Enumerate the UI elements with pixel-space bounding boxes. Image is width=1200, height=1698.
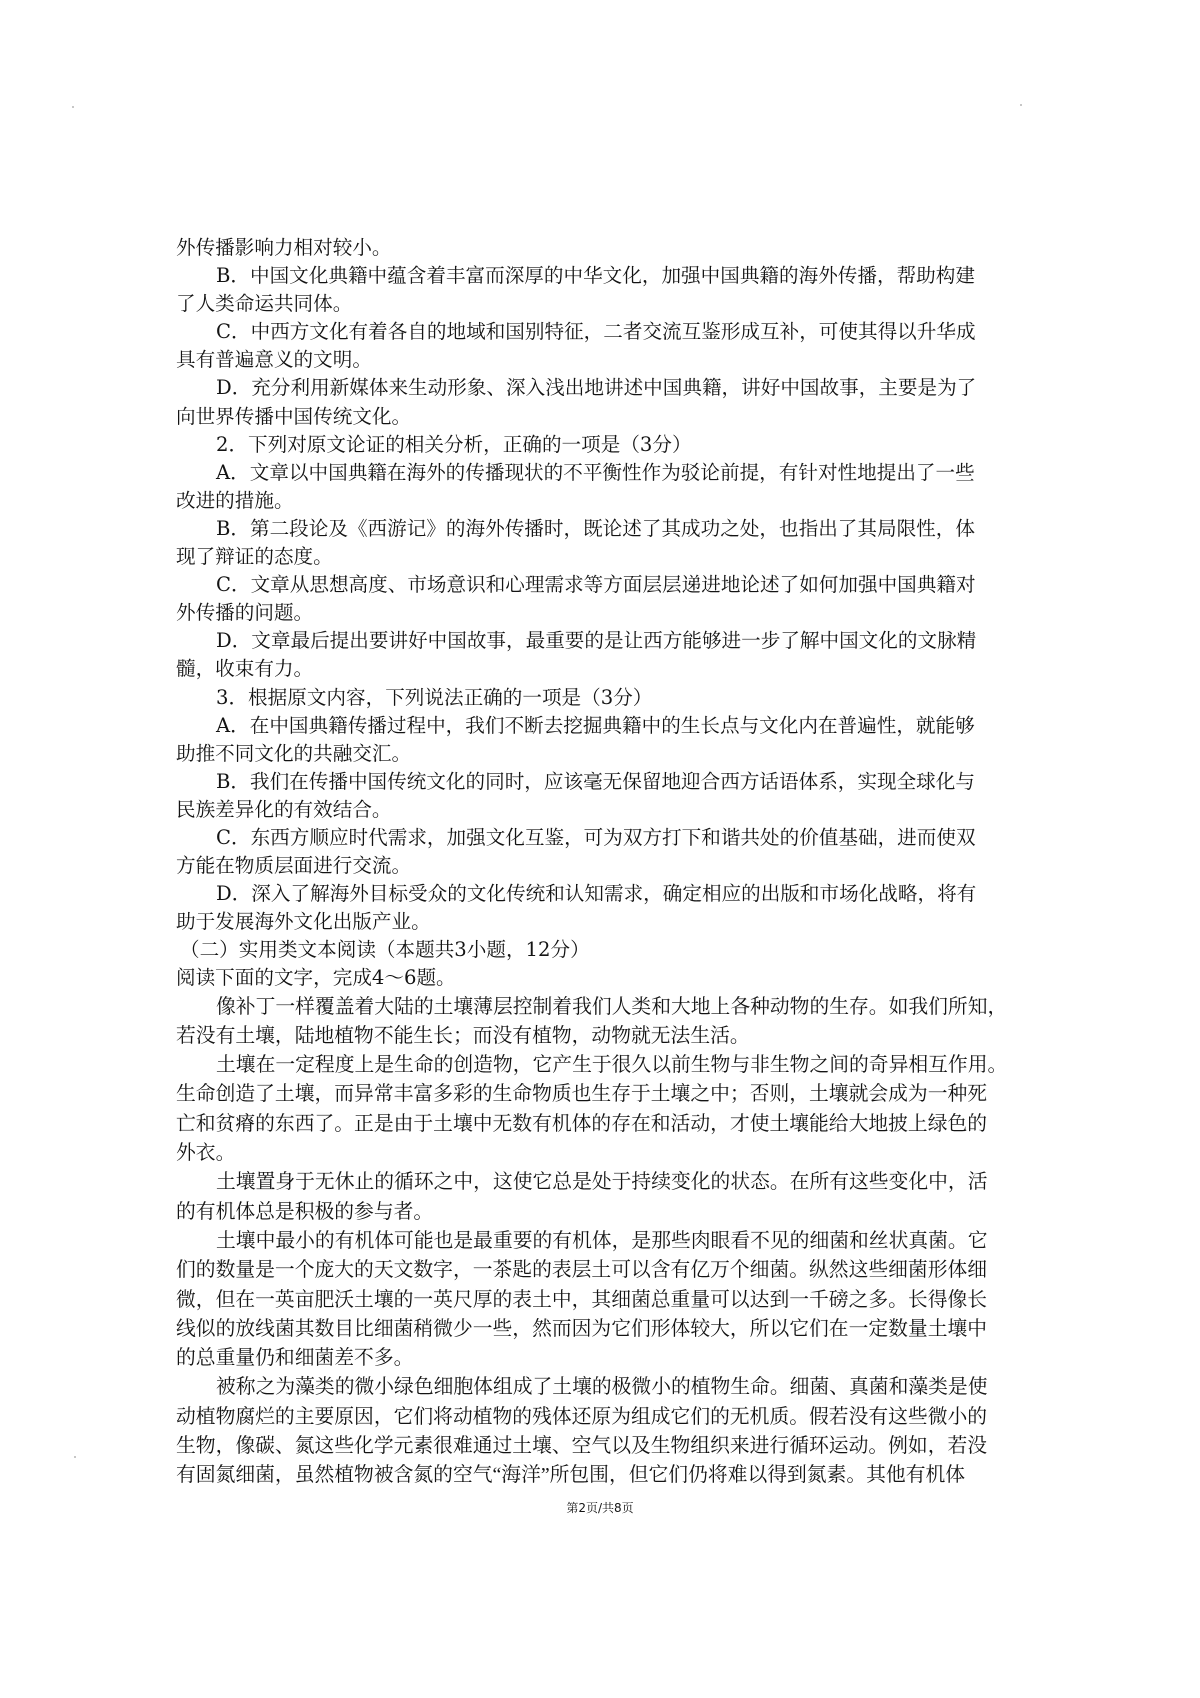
text-line: B．第二段论及《西游记》的海外传播时，既论述了其成功之处，也指出了其局限性，体 — [216, 516, 975, 540]
text-line: D．文章最后提出要讲好中国故事，最重要的是让西方能够进一步了解中国文化的文脉精 — [216, 629, 977, 653]
text-line: 具有普遍意义的文明。 — [176, 348, 372, 372]
text-line: B．我们在传播中国传统文化的同时，应该毫无保留地迎合西方话语体系，实现全球化与 — [216, 769, 975, 793]
section-heading: （二）实用类文本阅读（本题共3小题，12分） — [180, 938, 590, 962]
text-line: 3．根据原文内容，下列说法正确的一项是（3分） — [216, 685, 653, 709]
text-line: 改进的措施。 — [176, 488, 294, 512]
text-line: C．文章从思想高度、市场意识和心理需求等方面层层递进地论述了如何加强中国典籍对 — [216, 573, 976, 597]
text-line: 土壤中最小的有机体可能也是最重要的有机体，是那些肉眼看不见的细菌和丝状真菌。它 — [216, 1229, 988, 1252]
text-line: 外衣。 — [176, 1142, 236, 1165]
text-line: C．东西方顺应时代需求，加强文化互鉴，可为双方打下和谐共处的价值基础，进而使双 — [216, 825, 976, 849]
scan-speck — [74, 1456, 76, 1458]
text-line: 阅读下面的文字，完成4～6题。 — [176, 966, 456, 990]
text-line: 若没有土壤，陆地植物不能生长；而没有植物，动物就无法生活。 — [176, 1024, 750, 1047]
text-line: B．中国文化典籍中蕴含着丰富而深厚的中华文化，加强中国典籍的海外传播，帮助构建 — [216, 264, 975, 288]
text-line: 向世界传播中国传统文化。 — [176, 404, 412, 428]
text-line: 现了辩证的态度。 — [176, 545, 333, 569]
text-line: 线似的放线菌其数目比细菌稍微少一些，然而因为它们形体较大，所以它们在一定数量土壤中 — [176, 1317, 988, 1340]
text-line: 生命创造了土壤，而异常丰富多彩的生命物质也生存于土壤之中；否则，土壤就会成为一种死 — [176, 1083, 988, 1106]
text-line: D．充分利用新媒体来生动形象、深入浅出地讲述中国典籍，讲好中国故事，主要是为了 — [216, 376, 977, 400]
text-line: 2．下列对原文论证的相关分析，正确的一项是（3分） — [216, 432, 692, 456]
text-line: 有固氮细菌，虽然植物被含氮的空气“海洋”所包围，但它们仍将难以得到氮素。其他有机体 — [176, 1464, 966, 1487]
text-line: 像补丁一样覆盖着大陆的土壤薄层控制着我们人类和大地上各种动物的生存。如我们所知， — [216, 995, 1008, 1018]
text-line: 外传播影响力相对较小。 — [176, 236, 392, 259]
text-line: 微，但在一英亩肥沃土壤的一英尺厚的表土中，其细菌总重量可以达到一千磅之多。长得像长 — [176, 1288, 988, 1311]
scan-speck — [72, 106, 74, 108]
text-line: 土壤在一定程度上是生命的创造物，它产生于很久以前生物与非生物之间的奇异相互作用。 — [216, 1054, 1008, 1077]
text-line: 助于发展海外文化出版产业。 — [176, 910, 431, 934]
text-line: 民族差异化的有效结合。 — [176, 797, 392, 821]
page-text — [176, 234, 1046, 1491]
text-line: 动植物腐烂的主要原因，它们将动植物的残体还原为组成它们的无机质。假若没有这些微小的 — [176, 1405, 988, 1428]
text-line: 亡和贫瘠的东西了。正是由于土壤中无数有机体的存在和活动，才使土壤能给大地披上绿色的 — [176, 1112, 988, 1135]
text-line: 方能在物质层面进行交流。 — [176, 854, 412, 878]
text-line: 生物，像碳、氮这些化学元素很难通过土壤、空气以及生物组织来进行循环运动。例如，若没 — [176, 1434, 988, 1457]
text-line: A．在中国典籍传播过程中，我们不断去挖掘典籍中的生长点与文化内在普遍性，就能够 — [216, 713, 975, 737]
text-line: 助推不同文化的共融交汇。 — [176, 741, 412, 765]
text-line: 髓，收束有力。 — [176, 657, 314, 681]
text-line: 的总重量仍和细菌差不多。 — [176, 1347, 414, 1370]
text-line: C．中西方文化有着各自的地域和国别特征，二者交流互鉴形成互补，可使其得以升华成 — [216, 320, 976, 344]
text-line: 的有机体总是积极的参与者。 — [176, 1200, 434, 1223]
text-line: D．深入了解海外目标受众的文化传统和认知需求，确定相应的出版和市场化战略，将有 — [216, 882, 977, 906]
scan-speck — [1020, 104, 1022, 106]
text-line: A．文章以中国典籍在海外的传播现状的不平衡性作为驳论前提，有针对性地提出了一些 — [216, 460, 975, 484]
page-number: 第2页/共8页 — [566, 1501, 634, 1515]
text-line: 土壤置身于无休止的循环之中，这使它总是处于持续变化的状态。在所有这些变化中，活 — [216, 1171, 988, 1194]
text-line: 们的数量是一个庞大的天文数字，一茶匙的表层土可以含有亿万个细菌。纵然这些细菌形体细 — [176, 1259, 988, 1282]
text-line: 了人类命运共同体。 — [176, 292, 353, 316]
text-line: 外传播的问题。 — [176, 601, 314, 625]
text-line: 被称之为藻类的微小绿色细胞体组成了土壤的极微小的植物生命。细菌、真菌和藻类是使 — [216, 1376, 988, 1399]
